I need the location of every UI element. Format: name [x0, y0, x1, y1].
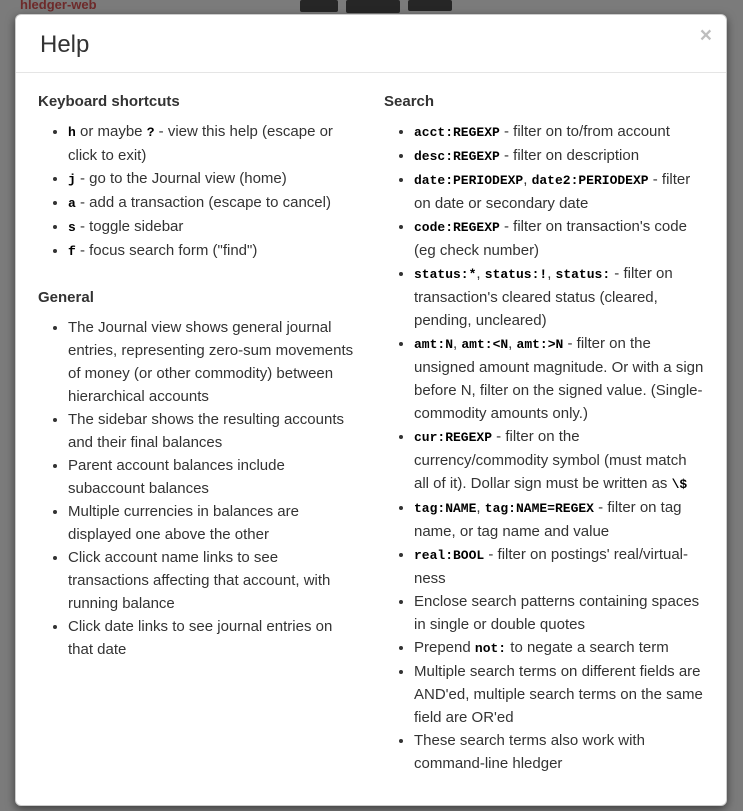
section-keyboard-shortcuts	[38, 93, 358, 263]
code-term: date2:PERIODEXP	[531, 173, 649, 189]
background-heading	[300, 0, 460, 14]
code-term: status:*	[414, 267, 477, 283]
list-item: • Click date links to see journal entries on that date	[68, 615, 358, 661]
code-term: tag:NAME	[414, 501, 477, 517]
section-search	[384, 93, 704, 775]
modal-header	[16, 15, 726, 73]
search-list	[384, 120, 704, 775]
list-item: • amt:N, amt:<N, amt:>N - filter on the unsigned amount magnitude. Or with a sign before N, filter on the signed value. (Single-commodity amounts only.)	[414, 332, 704, 425]
list-item: • j - go to the Journal view (home)	[68, 167, 358, 191]
modal-body	[16, 73, 726, 805]
left-column	[38, 91, 358, 785]
code-term: ?	[146, 125, 155, 141]
code-term: s	[68, 220, 76, 236]
general-list	[38, 316, 358, 661]
section-general	[38, 289, 358, 661]
list-item: • desc:REGEXP - filter on description	[414, 144, 704, 168]
list-item: • real:BOOL - filter on postings' real/virtual-ness	[414, 543, 704, 590]
list-item: • tag:NAME, tag:NAME=REGEX - filter on tag name, or tag name and value	[414, 496, 704, 543]
code-term: desc:REGEXP	[414, 149, 500, 165]
list-item: • Multiple currencies in balances are displayed one above the other	[68, 500, 358, 546]
code-term: cur:REGEXP	[414, 430, 493, 446]
code-term: \$	[671, 477, 688, 493]
list-item: • code:REGEXP - filter on transaction's code (eg check number)	[414, 215, 704, 262]
list-item: • acct:REGEXP - filter on to/from account	[414, 120, 704, 144]
code-term: h	[68, 125, 76, 141]
heading-fragment	[346, 0, 400, 13]
section-heading: Search	[384, 93, 435, 111]
section-heading: General	[38, 289, 94, 307]
list-item: • cur:REGEXP - filter on the currency/commodity symbol (must match all of it). Dollar sign must be written as \$	[414, 425, 704, 496]
close-icon[interactable]: ×	[699, 24, 712, 47]
list-item: • status:*, status:!, status: - filter on transaction's cleared status (cleared, pending, uncleared)	[414, 262, 704, 332]
list-item: • Parent account balances include subaccount balances	[68, 454, 358, 500]
list-item: • s - toggle sidebar	[68, 215, 358, 239]
brand-link[interactable]: hledger-web	[20, 0, 97, 12]
list-item: • Click account name links to see transactions affecting that account, with running balance	[68, 546, 358, 615]
code-term: amt:N	[414, 337, 454, 353]
code-term: j	[68, 172, 76, 188]
modal-title: Help	[40, 31, 90, 58]
code-term: code:REGEXP	[414, 220, 500, 236]
right-column	[384, 91, 704, 785]
code-term: not:	[474, 641, 507, 657]
list-item: • The sidebar shows the resulting accounts and their final balances	[68, 408, 358, 454]
code-term: a	[68, 196, 76, 212]
code-term: f	[68, 244, 76, 260]
code-term: status:!	[484, 267, 548, 283]
help-modal	[15, 14, 727, 806]
code-term: amt:<N	[461, 337, 509, 353]
code-term: acct:REGEXP	[414, 125, 500, 141]
list-item: • Enclose search patterns containing spaces in single or double quotes	[414, 590, 704, 636]
code-term: status:	[555, 267, 611, 283]
code-term: date:PERIODEXP	[414, 173, 524, 189]
list-item: • h or maybe ? - view this help (escape or click to exit)	[68, 120, 358, 167]
list-item: • These search terms also work with command-line hledger	[414, 729, 704, 775]
heading-fragment	[408, 0, 452, 11]
heading-fragment	[300, 0, 338, 12]
list-item: • a - add a transaction (escape to cancel)	[68, 191, 358, 215]
code-term: tag:NAME=REGEX	[484, 501, 594, 517]
section-heading: Keyboard shortcuts	[38, 93, 180, 111]
code-term: real:BOOL	[414, 548, 485, 564]
list-item: • f - focus search form ("find")	[68, 239, 358, 263]
list-item: • The Journal view shows general journal entries, representing zero-sum movements of money (or other commodity) between hierarchical accounts	[68, 316, 358, 408]
shortcut-list	[38, 120, 358, 263]
list-item: • Multiple search terms on different fields are AND'ed, multiple search terms on the same field are OR'ed	[414, 660, 704, 729]
list-item: • Prepend not: to negate a search term	[414, 636, 704, 660]
list-item: • date:PERIODEXP, date2:PERIODEXP - filter on date or secondary date	[414, 168, 704, 215]
code-term: amt:>N	[516, 337, 564, 353]
